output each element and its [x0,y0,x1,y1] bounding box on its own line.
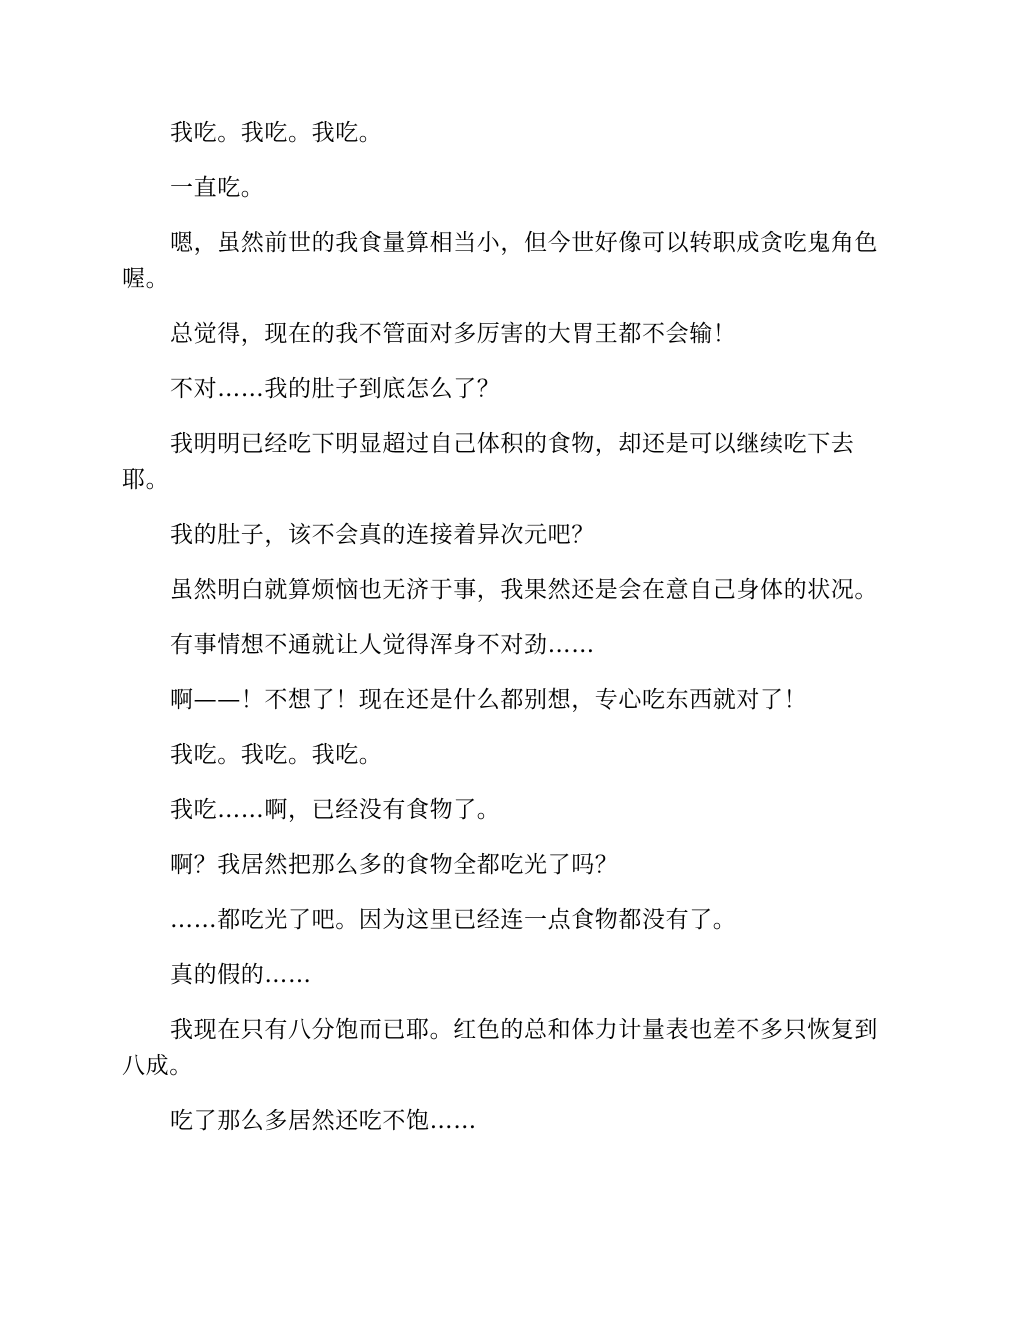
document-body [122,115,896,1158]
paragraph: 有事情想不通就让人觉得浑身不对劲…… [170,632,595,658]
paragraph: 嗯，虽然前世的我食量算相当小，但今世好像可以转职成贪吃鬼角色喔。 [122,230,878,292]
paragraph: 啊？我居然把那么多的食物全都吃光了吗？ [170,852,619,878]
paragraph: 真的假的…… [170,962,312,988]
paragraph: 我吃。我吃。我吃。 [170,120,383,146]
paragraph: 我现在只有八分饱而已耶。红色的总和体力计量表也差不多只恢复到八成。 [122,1017,878,1079]
paragraph: 吃了那么多居然还吃不饱…… [170,1108,477,1134]
paragraph: ……都吃光了吧。因为这里已经连一点食物都没有了。 [170,907,737,933]
paragraph: 总觉得，现在的我不管面对多厉害的大胃王都不会输！ [170,321,737,347]
paragraph: 我吃。我吃。我吃。 [170,742,383,768]
paragraph: 我明明已经吃下明显超过自己体积的食物，却还是可以继续吃下去耶。 [122,431,855,493]
paragraph: 不对……我的肚子到底怎么了？ [170,376,501,402]
paragraph: 虽然明白就算烦恼也无济于事，我果然还是会在意自己身体的状况。 [170,577,878,603]
paragraph: 一直吃。 [170,175,265,201]
paragraph: 啊——！不想了！现在还是什么都别想，专心吃东西就对了！ [170,687,808,713]
paragraph: 我吃……啊，已经没有食物了。 [170,797,501,823]
paragraph: 我的肚子，该不会真的连接着异次元吧？ [170,522,595,548]
